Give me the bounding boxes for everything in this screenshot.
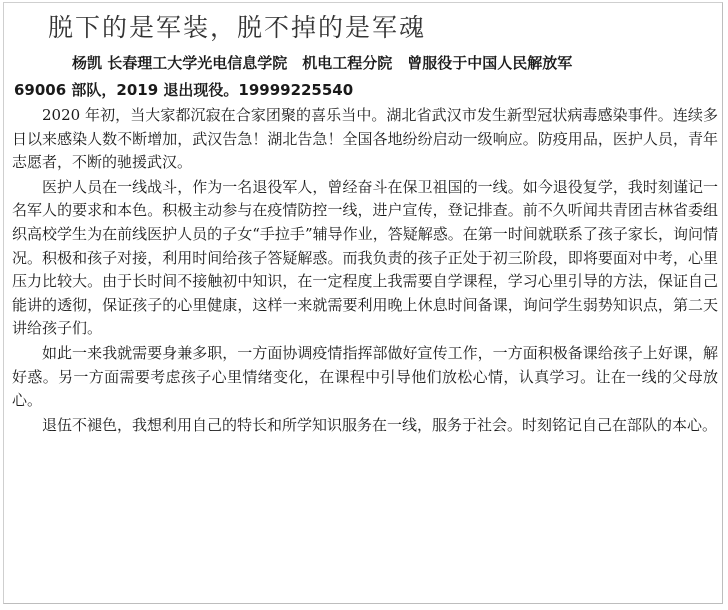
article-body xyxy=(12,104,718,438)
author-line-1: 杨凯 长春理工大学光电信息学院 机电工程分院 曾服役于中国人民解放军 xyxy=(72,54,573,72)
author-info xyxy=(14,50,714,104)
paragraph: 2020 年初，当大家都沉寂在合家团聚的喜乐当中。湖北省武汉市发生新型冠状病毒感染事件。连续多日以来感染人数不断增加，武汉告急！湖北告急！全国各地纷纷启动一级响应。防疫用品，医护人员，青年志愿者，不断的驰援武汉。 xyxy=(12,106,718,172)
author-line-2: 69006 部队，2019 退出现役。19999225540 xyxy=(14,81,354,99)
paragraph: 退伍不褪色，我想利用自己的特长和所学知识服务在一线，服务于社会。时刻铭记自己在部队的本心。 xyxy=(42,415,718,434)
article-title: 脱下的是军装，脱不掉的是军魂 xyxy=(48,13,427,42)
paragraph: 医护人员在一线战斗，作为一名退役军人，曾经奋斗在保卫祖国的一线。如今退役复学，我时刻谨记一名军人的要求和本色。积极主动参与在疫情防控一线，进户宣传，登记排查。前不久听闻共青团吉林省委组织高校学生为在前线医护人员的子女“手拉手”辅导作业，答疑解惑。在第一时间就联系了孩子家长，询问情况。积极和孩子对接，利用时间给孩子答疑解惑。而我负责的孩子正处于初三阶段，即将要面对中考，心里压力比较大。由于长时间不接触初中知识，在一定程度上我需要自学课程，学习心里引导的方法，保证自己能讲的透彻，保证孩子的心里健康，这样一来就需要利用晚上休息时间备课，询问学生弱势知识点，第二天讲给孩子们。 xyxy=(12,177,718,338)
paragraph: 如此一来我就需要身兼多职，一方面协调疫情指挥部做好宣传工作，一方面积极备课给孩子上好课，解好惑。另一方面需要考虑孩子心里情绪变化，在课程中引导他们放松心情，认真学习。让在一线的父母放心。 xyxy=(12,343,718,410)
